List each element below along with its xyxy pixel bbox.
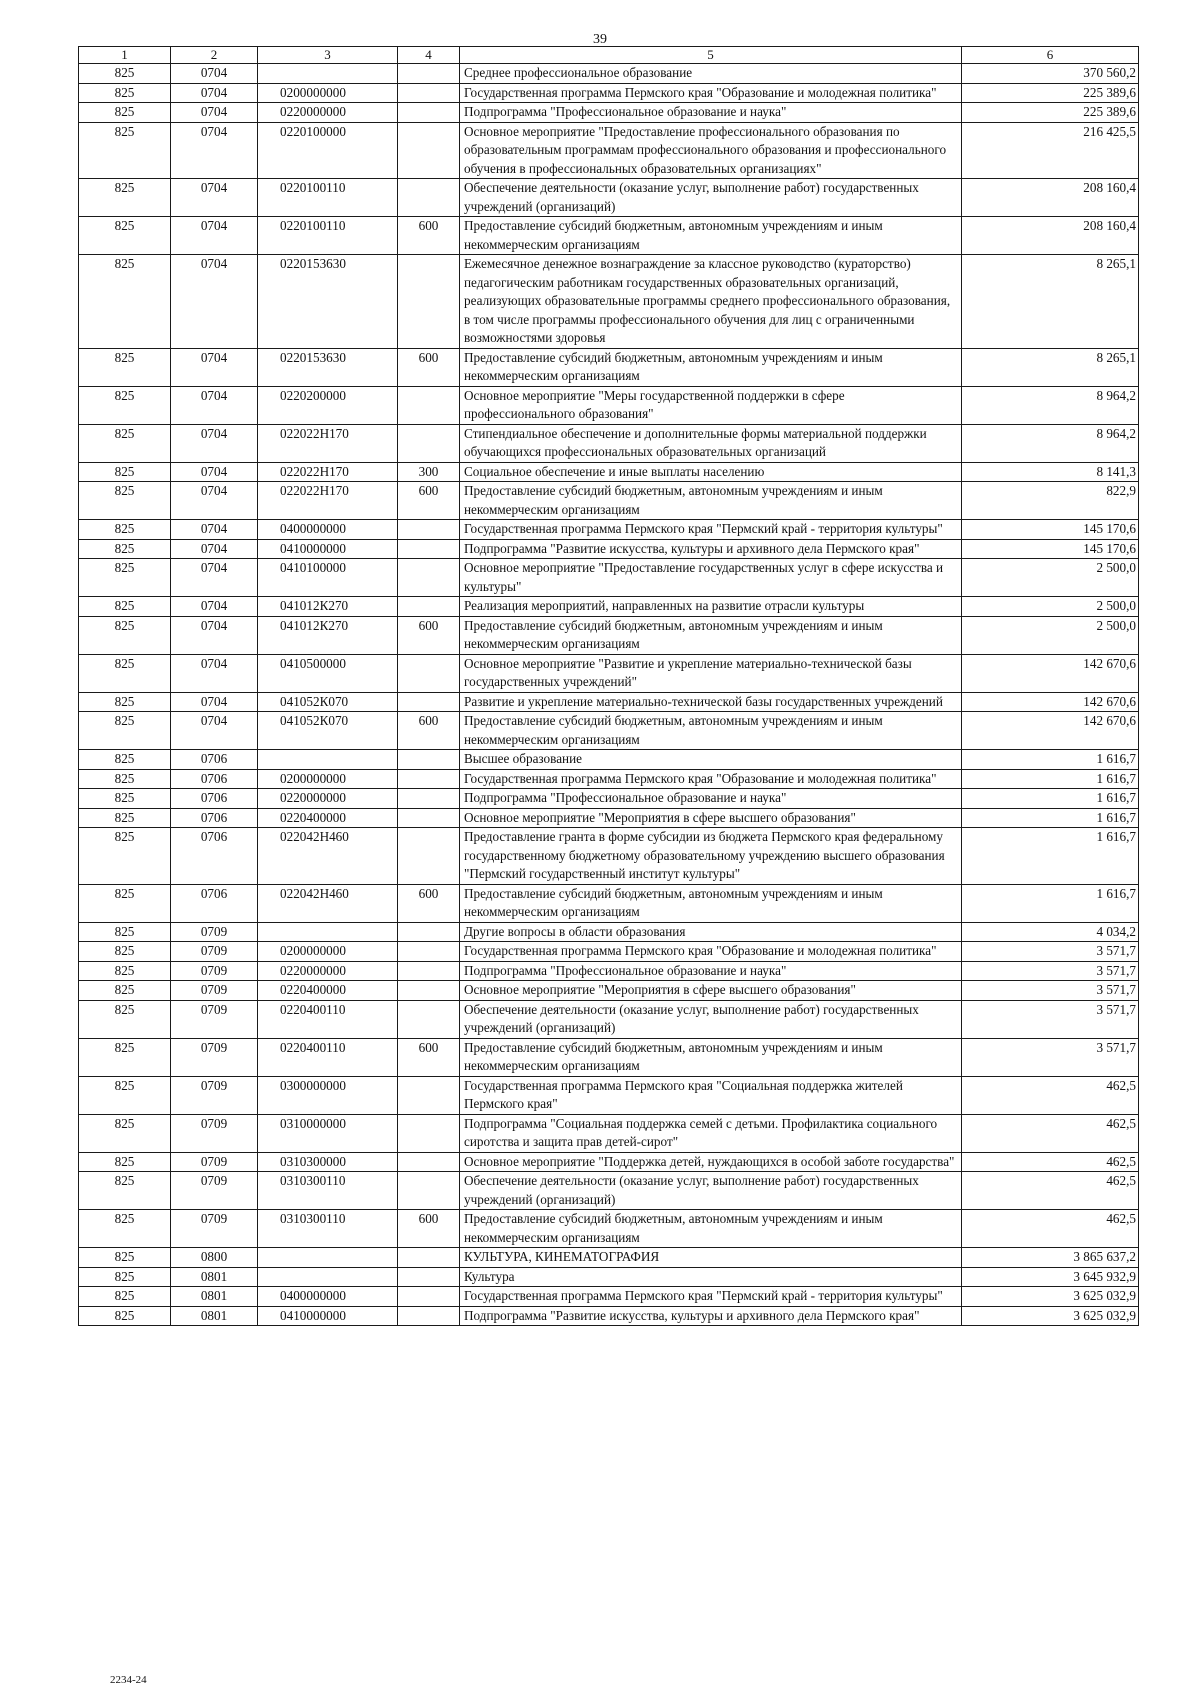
cell-item-name: Основное мероприятие "Мероприятия в сфере высшего образования" (460, 981, 962, 1001)
cell-target-article-code: 022042Н460 (258, 884, 398, 922)
cell-vedomstvo-code: 825 (79, 103, 171, 123)
cell-item-name: Государственная программа Пермского края "Образование и молодежная политика" (460, 769, 962, 789)
cell-vedomstvo-code: 825 (79, 64, 171, 84)
cell-target-article-code: 0300000000 (258, 1076, 398, 1114)
cell-expense-type-code (398, 828, 460, 885)
cell-amount: 8 265,1 (962, 348, 1139, 386)
cell-expense-type-code: 600 (398, 1038, 460, 1076)
cell-expense-type-code: 600 (398, 884, 460, 922)
cell-target-article-code: 0220153630 (258, 255, 398, 349)
cell-expense-type-code (398, 1248, 460, 1268)
cell-expense-type-code (398, 597, 460, 617)
cell-vedomstvo-code: 825 (79, 424, 171, 462)
cell-razdel-code: 0706 (171, 750, 258, 770)
cell-target-article-code: 0310300110 (258, 1210, 398, 1248)
cell-razdel-code: 0801 (171, 1267, 258, 1287)
cell-razdel-code: 0704 (171, 462, 258, 482)
cell-item-name: Предоставление субсидий бюджетным, автономным учреждениям и иным некоммерческим организациям (460, 482, 962, 520)
table-row (79, 597, 1139, 617)
cell-target-article-code: 0220000000 (258, 789, 398, 809)
cell-target-article-code (258, 64, 398, 84)
cell-amount: 1 616,7 (962, 769, 1139, 789)
cell-item-name: Государственная программа Пермского края "Образование и молодежная политика" (460, 83, 962, 103)
cell-vedomstvo-code: 825 (79, 1076, 171, 1114)
cell-target-article-code: 041052К070 (258, 692, 398, 712)
table-row (79, 654, 1139, 692)
cell-amount: 2 500,0 (962, 616, 1139, 654)
cell-amount: 8 964,2 (962, 386, 1139, 424)
cell-vedomstvo-code: 825 (79, 83, 171, 103)
cell-expense-type-code: 600 (398, 482, 460, 520)
cell-vedomstvo-code: 825 (79, 1172, 171, 1210)
cell-item-name: Реализация мероприятий, направленных на развитие отрасли культуры (460, 597, 962, 617)
cell-razdel-code: 0709 (171, 1076, 258, 1114)
cell-razdel-code: 0704 (171, 424, 258, 462)
cell-vedomstvo-code: 825 (79, 122, 171, 179)
cell-vedomstvo-code: 825 (79, 462, 171, 482)
cell-item-name: Государственная программа Пермского края "Пермский край - территория культуры" (460, 520, 962, 540)
cell-item-name: Подпрограмма "Развитие искусства, культуры и архивного дела Пермского края" (460, 1306, 962, 1326)
cell-amount: 3 571,7 (962, 961, 1139, 981)
table-row (79, 559, 1139, 597)
cell-expense-type-code (398, 103, 460, 123)
cell-amount: 225 389,6 (962, 83, 1139, 103)
cell-target-article-code (258, 1267, 398, 1287)
table-body (79, 64, 1139, 1326)
table-row (79, 539, 1139, 559)
cell-vedomstvo-code: 825 (79, 616, 171, 654)
cell-amount: 370 560,2 (962, 64, 1139, 84)
cell-vedomstvo-code: 825 (79, 884, 171, 922)
cell-target-article-code: 022022Н170 (258, 424, 398, 462)
table-row (79, 179, 1139, 217)
cell-expense-type-code (398, 981, 460, 1001)
cell-vedomstvo-code: 825 (79, 520, 171, 540)
cell-target-article-code: 0400000000 (258, 1287, 398, 1307)
table-row (79, 1306, 1139, 1326)
cell-amount: 216 425,5 (962, 122, 1139, 179)
cell-razdel-code: 0704 (171, 179, 258, 217)
cell-amount: 1 616,7 (962, 789, 1139, 809)
budget-table (78, 46, 1139, 1326)
cell-expense-type-code: 300 (398, 462, 460, 482)
cell-item-name: Предоставление субсидий бюджетным, автономным учреждениям и иным некоммерческим организациям (460, 348, 962, 386)
cell-vedomstvo-code: 825 (79, 217, 171, 255)
cell-item-name: Обеспечение деятельности (оказание услуг, выполнение работ) государственных учреждений (организаций) (460, 1000, 962, 1038)
cell-razdel-code: 0704 (171, 559, 258, 597)
cell-expense-type-code (398, 1172, 460, 1210)
cell-vedomstvo-code: 825 (79, 961, 171, 981)
table-row (79, 981, 1139, 1001)
cell-vedomstvo-code: 825 (79, 1248, 171, 1268)
cell-vedomstvo-code: 825 (79, 539, 171, 559)
cell-amount: 3 571,7 (962, 1000, 1139, 1038)
cell-expense-type-code: 600 (398, 712, 460, 750)
table-row (79, 1267, 1139, 1287)
table-row (79, 750, 1139, 770)
cell-razdel-code: 0709 (171, 942, 258, 962)
cell-expense-type-code: 600 (398, 1210, 460, 1248)
cell-target-article-code (258, 750, 398, 770)
cell-target-article-code: 0410500000 (258, 654, 398, 692)
cell-razdel-code: 0706 (171, 789, 258, 809)
cell-target-article-code: 0310000000 (258, 1114, 398, 1152)
table-row (79, 1248, 1139, 1268)
table-row (79, 103, 1139, 123)
col-header-2: 2 (171, 47, 258, 64)
cell-item-name: Обеспечение деятельности (оказание услуг, выполнение работ) государственных учреждений (организаций) (460, 179, 962, 217)
table-row (79, 217, 1139, 255)
cell-item-name: Подпрограмма "Социальная поддержка семей с детьми. Профилактика социального сиротства и защита прав детей-сирот" (460, 1114, 962, 1152)
cell-razdel-code: 0706 (171, 808, 258, 828)
cell-item-name: Основное мероприятие "Развитие и укрепление материально-технической базы государственных учреждений" (460, 654, 962, 692)
cell-expense-type-code (398, 559, 460, 597)
cell-razdel-code: 0704 (171, 83, 258, 103)
cell-item-name: Государственная программа Пермского края "Пермский край - территория культуры" (460, 1287, 962, 1307)
cell-vedomstvo-code: 825 (79, 1306, 171, 1326)
cell-item-name: Стипендиальное обеспечение и дополнительные формы материальной поддержки обучающихся профессиональных образовательных организаций (460, 424, 962, 462)
cell-razdel-code: 0706 (171, 828, 258, 885)
cell-target-article-code: 0200000000 (258, 769, 398, 789)
table-row (79, 769, 1139, 789)
cell-razdel-code: 0709 (171, 981, 258, 1001)
cell-amount: 145 170,6 (962, 539, 1139, 559)
cell-target-article-code: 0220000000 (258, 103, 398, 123)
cell-razdel-code: 0704 (171, 597, 258, 617)
cell-target-article-code: 0220400110 (258, 1000, 398, 1038)
cell-target-article-code: 0200000000 (258, 942, 398, 962)
cell-vedomstvo-code: 825 (79, 828, 171, 885)
cell-item-name: Среднее профессиональное образование (460, 64, 962, 84)
cell-vedomstvo-code: 825 (79, 179, 171, 217)
cell-amount: 3 571,7 (962, 942, 1139, 962)
cell-vedomstvo-code: 825 (79, 1038, 171, 1076)
table-row (79, 462, 1139, 482)
cell-item-name: Основное мероприятие "Предоставление профессионального образования по образовательным программам профессионального образования и профессионального обучения в профессиональных образовательных организациях" (460, 122, 962, 179)
cell-item-name: Подпрограмма "Профессиональное образование и наука" (460, 789, 962, 809)
cell-target-article-code (258, 1248, 398, 1268)
table-row (79, 942, 1139, 962)
cell-vedomstvo-code: 825 (79, 1267, 171, 1287)
cell-expense-type-code: 600 (398, 616, 460, 654)
cell-amount: 822,9 (962, 482, 1139, 520)
cell-target-article-code: 022022Н170 (258, 462, 398, 482)
cell-amount: 3 625 032,9 (962, 1287, 1139, 1307)
cell-target-article-code (258, 922, 398, 942)
cell-razdel-code: 0704 (171, 103, 258, 123)
cell-item-name: Культура (460, 1267, 962, 1287)
cell-expense-type-code (398, 769, 460, 789)
cell-razdel-code: 0801 (171, 1287, 258, 1307)
cell-item-name: Подпрограмма "Развитие искусства, культуры и архивного дела Пермского края" (460, 539, 962, 559)
cell-amount: 462,5 (962, 1114, 1139, 1152)
cell-target-article-code: 0220100000 (258, 122, 398, 179)
cell-vedomstvo-code: 825 (79, 1287, 171, 1307)
col-header-3: 3 (258, 47, 398, 64)
cell-vedomstvo-code: 825 (79, 386, 171, 424)
cell-expense-type-code (398, 83, 460, 103)
cell-razdel-code: 0709 (171, 1172, 258, 1210)
cell-item-name: Предоставление субсидий бюджетным, автономным учреждениям и иным некоммерческим организациям (460, 217, 962, 255)
col-header-1: 1 (79, 47, 171, 64)
cell-target-article-code: 0200000000 (258, 83, 398, 103)
cell-target-article-code: 0220153630 (258, 348, 398, 386)
cell-expense-type-code (398, 654, 460, 692)
table-row (79, 255, 1139, 349)
cell-item-name: КУЛЬТУРА, КИНЕМАТОГРАФИЯ (460, 1248, 962, 1268)
cell-amount: 8 141,3 (962, 462, 1139, 482)
cell-expense-type-code (398, 1076, 460, 1114)
cell-amount: 1 616,7 (962, 808, 1139, 828)
cell-amount: 142 670,6 (962, 712, 1139, 750)
cell-expense-type-code (398, 1114, 460, 1152)
cell-vedomstvo-code: 825 (79, 348, 171, 386)
cell-item-name: Государственная программа Пермского края "Социальная поддержка жителей Пермского края" (460, 1076, 962, 1114)
cell-expense-type-code: 600 (398, 348, 460, 386)
table-row (79, 386, 1139, 424)
cell-item-name: Высшее образование (460, 750, 962, 770)
table-row (79, 1076, 1139, 1114)
cell-razdel-code: 0800 (171, 1248, 258, 1268)
cell-item-name: Предоставление гранта в форме субсидии из бюджета Пермского края федеральному государственному бюджетному образовательному учреждению высшего образования "Пермский государственный институт культуры" (460, 828, 962, 885)
cell-vedomstvo-code: 825 (79, 1152, 171, 1172)
cell-target-article-code: 0410000000 (258, 539, 398, 559)
table-row (79, 1038, 1139, 1076)
cell-razdel-code: 0704 (171, 348, 258, 386)
table-row (79, 64, 1139, 84)
table-row (79, 482, 1139, 520)
cell-expense-type-code: 600 (398, 217, 460, 255)
cell-expense-type-code (398, 961, 460, 981)
cell-expense-type-code (398, 64, 460, 84)
cell-razdel-code: 0709 (171, 1114, 258, 1152)
cell-vedomstvo-code: 825 (79, 1000, 171, 1038)
cell-item-name: Основное мероприятие "Предоставление государственных услуг в сфере искусства и культуры" (460, 559, 962, 597)
cell-vedomstvo-code: 825 (79, 769, 171, 789)
cell-amount: 8 265,1 (962, 255, 1139, 349)
col-header-6: 6 (962, 47, 1139, 64)
cell-expense-type-code (398, 922, 460, 942)
cell-item-name: Другие вопросы в области образования (460, 922, 962, 942)
table-row (79, 1114, 1139, 1152)
cell-item-name: Ежемесячное денежное вознаграждение за классное руководство (кураторство) педагогическим работникам государственных образовательных организаций, реализующих образовательные программы среднего профессионального образования, в том числе программы профессионального обучения для лиц с ограниченными возможностями здоровья (460, 255, 962, 349)
cell-vedomstvo-code: 825 (79, 942, 171, 962)
table-row (79, 789, 1139, 809)
table-row (79, 424, 1139, 462)
cell-vedomstvo-code: 825 (79, 712, 171, 750)
cell-amount: 208 160,4 (962, 217, 1139, 255)
cell-target-article-code: 022022Н170 (258, 482, 398, 520)
table-row (79, 83, 1139, 103)
table-row (79, 808, 1139, 828)
cell-target-article-code: 0220400110 (258, 1038, 398, 1076)
cell-expense-type-code (398, 1000, 460, 1038)
cell-amount: 3 645 932,9 (962, 1267, 1139, 1287)
cell-item-name: Основное мероприятие "Меры государственной поддержки в сфере профессионального образования" (460, 386, 962, 424)
cell-razdel-code: 0709 (171, 1000, 258, 1038)
cell-item-name: Подпрограмма "Профессиональное образование и наука" (460, 961, 962, 981)
cell-amount: 3 625 032,9 (962, 1306, 1139, 1326)
cell-target-article-code: 041012К270 (258, 616, 398, 654)
cell-razdel-code: 0709 (171, 1152, 258, 1172)
table-row (79, 616, 1139, 654)
cell-vedomstvo-code: 825 (79, 597, 171, 617)
cell-razdel-code: 0704 (171, 386, 258, 424)
cell-item-name: Государственная программа Пермского края "Образование и молодежная политика" (460, 942, 962, 962)
table-row (79, 692, 1139, 712)
table-row (79, 828, 1139, 885)
cell-razdel-code: 0801 (171, 1306, 258, 1326)
cell-expense-type-code (398, 750, 460, 770)
cell-target-article-code: 0220100110 (258, 217, 398, 255)
cell-target-article-code: 0220100110 (258, 179, 398, 217)
cell-amount: 4 034,2 (962, 922, 1139, 942)
cell-expense-type-code (398, 1306, 460, 1326)
cell-vedomstvo-code: 825 (79, 1210, 171, 1248)
cell-amount: 462,5 (962, 1076, 1139, 1114)
col-header-5: 5 (460, 47, 962, 64)
cell-expense-type-code (398, 539, 460, 559)
cell-vedomstvo-code: 825 (79, 789, 171, 809)
table-row (79, 1287, 1139, 1307)
cell-vedomstvo-code: 825 (79, 654, 171, 692)
cell-razdel-code: 0704 (171, 64, 258, 84)
cell-razdel-code: 0706 (171, 884, 258, 922)
cell-expense-type-code (398, 520, 460, 540)
cell-target-article-code: 0220000000 (258, 961, 398, 981)
cell-target-article-code: 0410100000 (258, 559, 398, 597)
cell-expense-type-code (398, 424, 460, 462)
cell-amount: 142 670,6 (962, 654, 1139, 692)
cell-amount: 462,5 (962, 1210, 1139, 1248)
table-row (79, 348, 1139, 386)
cell-razdel-code: 0704 (171, 482, 258, 520)
cell-razdel-code: 0709 (171, 922, 258, 942)
cell-item-name: Обеспечение деятельности (оказание услуг, выполнение работ) государственных учреждений (организаций) (460, 1172, 962, 1210)
cell-target-article-code: 0310300110 (258, 1172, 398, 1210)
table-row (79, 520, 1139, 540)
cell-expense-type-code (398, 692, 460, 712)
cell-item-name: Основное мероприятие "Поддержка детей, нуждающихся в особой заботе государства" (460, 1152, 962, 1172)
cell-target-article-code: 0400000000 (258, 520, 398, 540)
cell-vedomstvo-code: 825 (79, 981, 171, 1001)
cell-razdel-code: 0704 (171, 520, 258, 540)
cell-amount: 3 571,7 (962, 981, 1139, 1001)
cell-item-name: Предоставление субсидий бюджетным, автономным учреждениям и иным некоммерческим организациям (460, 1210, 962, 1248)
table-row (79, 1152, 1139, 1172)
cell-razdel-code: 0704 (171, 654, 258, 692)
cell-target-article-code: 0220400000 (258, 981, 398, 1001)
cell-expense-type-code (398, 1287, 460, 1307)
header-row (79, 47, 1139, 64)
cell-amount: 145 170,6 (962, 520, 1139, 540)
cell-expense-type-code (398, 808, 460, 828)
cell-razdel-code: 0704 (171, 255, 258, 349)
cell-item-name: Социальное обеспечение и иные выплаты населению (460, 462, 962, 482)
cell-razdel-code: 0704 (171, 616, 258, 654)
cell-amount: 208 160,4 (962, 179, 1139, 217)
cell-expense-type-code (398, 789, 460, 809)
cell-amount: 1 616,7 (962, 884, 1139, 922)
cell-vedomstvo-code: 825 (79, 922, 171, 942)
col-header-4: 4 (398, 47, 460, 64)
cell-item-name: Развитие и укрепление материально-технической базы государственных учреждений (460, 692, 962, 712)
cell-expense-type-code (398, 386, 460, 424)
cell-item-name: Подпрограмма "Профессиональное образование и наука" (460, 103, 962, 123)
cell-amount: 2 500,0 (962, 597, 1139, 617)
cell-expense-type-code (398, 179, 460, 217)
table-row (79, 712, 1139, 750)
cell-target-article-code: 0220400000 (258, 808, 398, 828)
cell-vedomstvo-code: 825 (79, 1114, 171, 1152)
cell-amount: 2 500,0 (962, 559, 1139, 597)
cell-item-name: Предоставление субсидий бюджетным, автономным учреждениям и иным некоммерческим организациям (460, 712, 962, 750)
cell-target-article-code: 0410000000 (258, 1306, 398, 1326)
cell-target-article-code: 0220200000 (258, 386, 398, 424)
table-row (79, 961, 1139, 981)
cell-razdel-code: 0709 (171, 1038, 258, 1076)
footer-code: 2234-24 (110, 1674, 147, 1686)
cell-amount: 1 616,7 (962, 828, 1139, 885)
cell-razdel-code: 0704 (171, 217, 258, 255)
cell-vedomstvo-code: 825 (79, 750, 171, 770)
cell-item-name: Предоставление субсидий бюджетным, автономным учреждениям и иным некоммерческим организациям (460, 1038, 962, 1076)
cell-item-name: Основное мероприятие "Мероприятия в сфере высшего образования" (460, 808, 962, 828)
cell-target-article-code: 041012К270 (258, 597, 398, 617)
cell-vedomstvo-code: 825 (79, 255, 171, 349)
cell-razdel-code: 0704 (171, 122, 258, 179)
cell-razdel-code: 0706 (171, 769, 258, 789)
cell-vedomstvo-code: 825 (79, 559, 171, 597)
cell-amount: 3 865 637,2 (962, 1248, 1139, 1268)
cell-amount: 8 964,2 (962, 424, 1139, 462)
cell-amount: 142 670,6 (962, 692, 1139, 712)
cell-target-article-code: 022042Н460 (258, 828, 398, 885)
cell-razdel-code: 0709 (171, 1210, 258, 1248)
cell-amount: 462,5 (962, 1152, 1139, 1172)
cell-target-article-code: 041052К070 (258, 712, 398, 750)
cell-amount: 225 389,6 (962, 103, 1139, 123)
table-row (79, 1172, 1139, 1210)
cell-expense-type-code (398, 1267, 460, 1287)
cell-razdel-code: 0704 (171, 712, 258, 750)
cell-amount: 1 616,7 (962, 750, 1139, 770)
cell-expense-type-code (398, 942, 460, 962)
cell-expense-type-code (398, 255, 460, 349)
cell-vedomstvo-code: 825 (79, 482, 171, 520)
table-row (79, 1000, 1139, 1038)
table-row (79, 1210, 1139, 1248)
cell-target-article-code: 0310300000 (258, 1152, 398, 1172)
page-number: 39 (593, 32, 607, 47)
cell-razdel-code: 0704 (171, 692, 258, 712)
cell-razdel-code: 0704 (171, 539, 258, 559)
cell-item-name: Предоставление субсидий бюджетным, автономным учреждениям и иным некоммерческим организациям (460, 616, 962, 654)
cell-razdel-code: 0709 (171, 961, 258, 981)
table-row (79, 122, 1139, 179)
cell-vedomstvo-code: 825 (79, 692, 171, 712)
cell-item-name: Предоставление субсидий бюджетным, автономным учреждениям и иным некоммерческим организациям (460, 884, 962, 922)
cell-amount: 3 571,7 (962, 1038, 1139, 1076)
cell-expense-type-code (398, 122, 460, 179)
table-row (79, 884, 1139, 922)
cell-expense-type-code (398, 1152, 460, 1172)
table-row (79, 922, 1139, 942)
cell-vedomstvo-code: 825 (79, 808, 171, 828)
cell-amount: 462,5 (962, 1172, 1139, 1210)
